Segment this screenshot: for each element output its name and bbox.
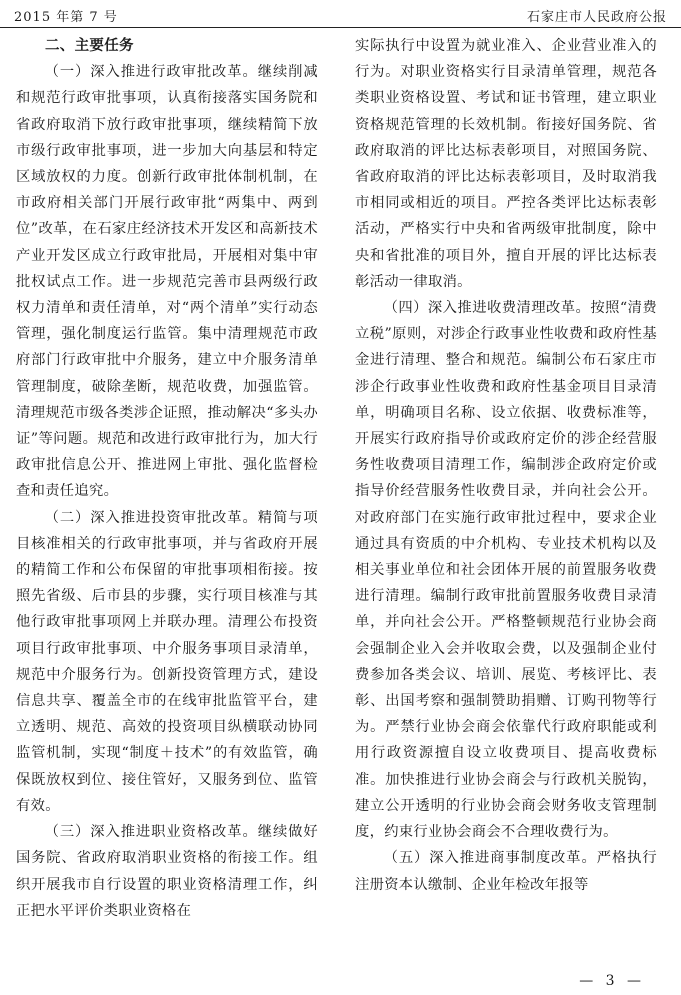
right-column — [355, 33, 657, 898]
subsection-title: （一）深入推进行政审批改革。 — [44, 64, 258, 81]
left-column — [16, 33, 318, 924]
section-title: 二、主要任务 — [45, 38, 134, 54]
subsection-title: （三）深入推进职业资格改革。 — [44, 824, 258, 841]
paragraph-administrative-approval — [16, 59, 318, 504]
paragraph-body: 继续削减和规范行政审批事项，认真衔接落实国务院和省政府取消下放行政审批事项，继续精简下放市级行政审批事项，进一步加大向基层和特定区域放权的力度。创新行政审批体制机制，在市政府相关部门开展行政审批“两集中、两到位”改革，在石家庄经济技术开发区和高新技术产业开发区成立行政审批局，开展相对集中审批权试点工作。进一步规范完善市县两级行政权力清单和责任清单，对“两个清单”实行动态管理，强化制度运行监管。集中清理规范市政府部门行政审批中介服务，建立中介服务清单管理制度，破除垄断，规范收费，加强监管。清理规范市级各类涉企证照，推动解决“多头办证”等问题。规范和改进行政审批行为，加大行政审批信息公开、推进网上审批、强化监督检查和责任追究。 — [16, 64, 319, 500]
subsection-title: （五）深入推进商事制度改革。 — [383, 850, 597, 867]
paragraph-fee-clearance — [355, 295, 657, 845]
subsection-title: （二）深入推进投资审批改革。 — [44, 509, 258, 526]
subsection-title: （四）深入推进收费清理改革。 — [383, 300, 591, 317]
paragraph-continuation: 实际执行中设置为就业准入、企业营业准入的行为。对职业资格实行目录清单管理，规范各类职业资格设置、考试和证书管理，建立职业资格规范管理的长效机制。衔接好国务院、省政府取消的评比达标表彰项目，对照国务院、省政府取消的评比达标表彰项目，及时取消我市相同或相近的项目。严控各类评比达标表彰活动，严格实行中央和省两级审批制度，除中央和省批准的项目外，擅自开展的评比达标表彰活动一律取消。 — [355, 38, 657, 290]
issue-number: 2015 年第 7 号 — [14, 9, 118, 25]
paragraph-investment-approval — [16, 505, 318, 819]
paragraph-body: 按照“清费立税”原则，对涉企行政事业性收费和政府性基金进行清理、整合和规范。编制公布石家庄市涉企行政事业性收费和政府性基金项目目录清单，明确项目名称、设立依据、收费标准等，开展实行政府指导价或政府定价的涉企经营服务性收费项目清理工作，编制涉企政府定价或指导价经营服务性收费目录，并向社会公开。对政府部门在实施行政审批过程中，要求企业通过具有资质的中介机构、专业技术机构以及相关事业单位和社会团体开展的前置服务收费进行清理。编制行政审批前置服务收费目录清单，并向社会公开。严格整顿规范行业协会商会强制企业入会并收取会费，以及强制企业付费参加各类会议、培训、展览、考核评比、表彰、出国考察和强制赞助捐赠、订购刊物等行为。严禁行业协会商会依靠代行政府职能或利用行政资源擅自设立收费项目、提高收费标准。加快推进行业协会商会与行政机关脱钩，建立公开透明的行业协会商会财务收支管理制度，约束行业协会商会不合理收费行为。 — [355, 300, 658, 841]
page-number: — 3 — — [579, 973, 645, 989]
header-rule — [0, 27, 681, 28]
paragraph-vocational-qualification — [16, 819, 318, 924]
paragraph-body: 精简与项目核准相关的行政审批事项，并与省政府开展的精简工作和公布保留的审批事项相衔接。按照先省级、后市县的步骤，实行项目核准与其他行政审批事项网上并联办理。清理公布投资项目行政审批事项、中介服务事项目录清单，规范中介服务行为。创新投资管理方式，建设信息共享、覆盖全市的在线审批监管平台，建立透明、规范、高效的投资项目纵横联动协同监管机制，实现“制度＋技术”的有效监管，确保既放权到位、接住管好，又服务到位、监管有效。 — [16, 509, 319, 814]
paragraph-body: 继续做好国务院、省政府取消职业资格的衔接工作。组织开展我市自行设置的职业资格清理工作，纠正把水平评价类职业资格在 — [16, 824, 319, 919]
paragraph-body: 严格执行注册资本认缴制、企业年检改年报等 — [355, 850, 658, 893]
paragraph-commercial-system — [355, 845, 657, 897]
page-header — [14, 4, 667, 26]
publication-title: 石家庄市人民政府公报 — [526, 9, 667, 25]
